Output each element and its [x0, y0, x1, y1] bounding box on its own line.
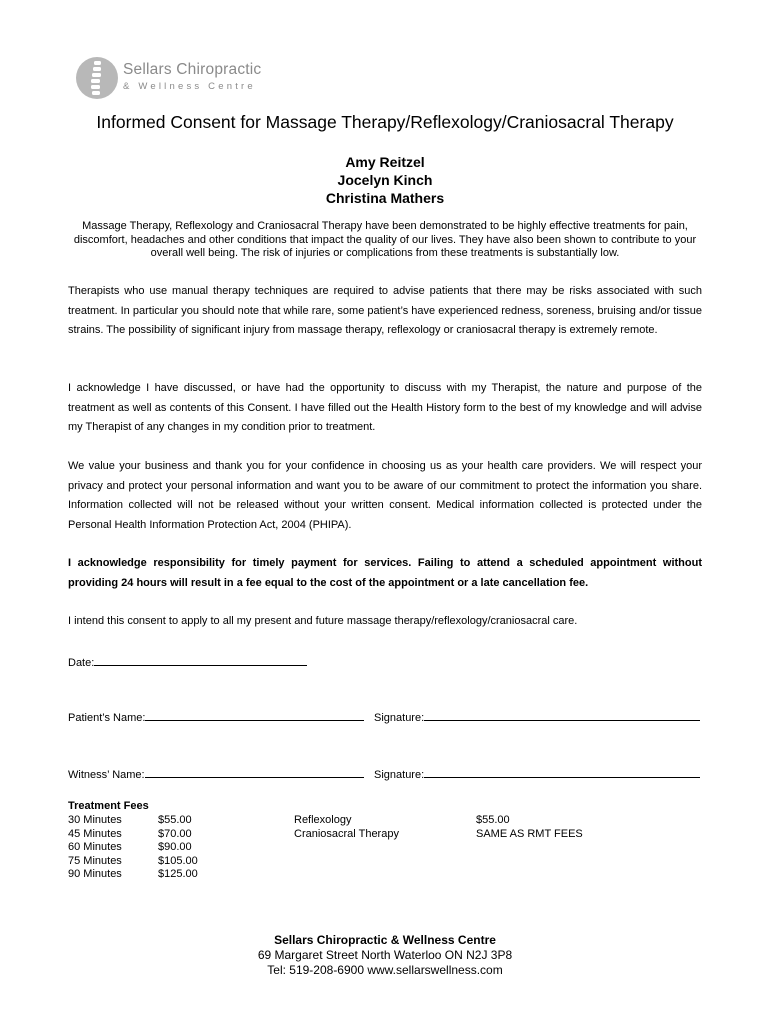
fee-duration: 30 Minutes: [68, 814, 122, 826]
signature-label: Signature:: [374, 769, 425, 781]
fee-price: $55.00: [476, 814, 510, 826]
therapist-name: Amy Reitzel: [345, 154, 425, 170]
date-line[interactable]: [94, 654, 307, 666]
consent-paragraph: I intend this consent to apply to all my present and future massage therapy/reflexology/craniosacral care.: [68, 615, 578, 627]
patient-signature-line[interactable]: [424, 709, 700, 721]
fees-title: Treatment Fees: [68, 800, 149, 812]
witness-signature-field[interactable]: [374, 766, 700, 781]
therapist-names: [0, 153, 770, 207]
date-field[interactable]: [68, 654, 307, 669]
page-title: Informed Consent for Massage Therapy/Reflexology/Craniosacral Therapy: [96, 112, 674, 132]
signature-label: Signature:: [374, 712, 425, 724]
witness-signature-line[interactable]: [424, 766, 700, 778]
fee-duration: 90 Minutes: [68, 868, 122, 880]
fee-price: $55.00: [158, 814, 192, 826]
clinic-logo: [76, 57, 276, 101]
footer-contact: Tel: 519-208-6900 www.sellarswellness.com: [267, 963, 503, 977]
logo-name: Sellars Chiropractic: [123, 61, 262, 78]
fee-price: $90.00: [158, 841, 192, 853]
fee-price: $125.00: [158, 868, 198, 880]
acknowledge-paragraph: I acknowledge I have discussed, or have had the opportunity to discuss with my Therapist, the nature and purpose of the treatment as well as contents of this Consent. I have filled out the Health History form to the best of my knowledge and will advise my Therapist of any changes in my condition prior to treatment.: [68, 382, 702, 433]
witness-name-field[interactable]: [68, 766, 364, 781]
fee-price: $105.00: [158, 854, 198, 867]
witness-name-line[interactable]: [145, 766, 364, 778]
fee-duration: 75 Minutes: [68, 854, 122, 867]
footer-address: 69 Margaret Street North Waterloo ON N2J 3P8: [257, 948, 513, 962]
patient-name-field[interactable]: [68, 709, 364, 724]
fee-price: SAME AS RMT FEES: [476, 827, 583, 840]
patient-name-label: Patient’s Name:: [68, 712, 146, 724]
fee-service: Reflexology: [294, 814, 352, 826]
fee-price: $70.00: [158, 827, 192, 840]
patient-name-line[interactable]: [145, 709, 364, 721]
footer: [0, 933, 770, 978]
fee-duration: 60 Minutes: [68, 841, 122, 853]
therapist-name: Jocelyn Kinch: [337, 172, 433, 188]
footer-clinic-name: Sellars Chiropractic & Wellness Centre: [274, 933, 496, 947]
fee-duration: 45 Minutes: [68, 827, 122, 840]
intro-paragraph: Massage Therapy, Reflexology and Craniosacral Therapy have been demonstrated to be highly effective treatments for pain, discomfort, headaches and other conditions that impact the quality of our lives. They have also been shown to contribute to your overall well being. The risk of injuries or complications from these treatments is substantially low.: [73, 220, 697, 259]
date-label: Date:: [68, 657, 95, 669]
payment-paragraph: I acknowledge responsibility for timely payment for services. Failing to attend a scheduled appointment without providing 24 hours will result in a fee equal to the cost of the appointment or a late cancellation fee.: [68, 557, 702, 589]
fee-service: Craniosacral Therapy: [294, 827, 399, 840]
patient-signature-field[interactable]: [374, 709, 700, 724]
risk-paragraph: Therapists who use manual therapy techniques are required to advise patients that there may be risks associated with such treatment. In particular you should note that while rare, some patient’s have experienced redness, soreness, bruising and/or tissue strains. The possibility of significant injury from massage therapy, reflexology or craniosacral therapy is extremely remote.: [68, 285, 702, 336]
therapist-name: Christina Mathers: [325, 190, 445, 206]
spine-logo-icon: [76, 57, 118, 99]
logo-subtitle: & Wellness Centre: [123, 81, 256, 92]
privacy-paragraph: We value your business and thank you for your confidence in choosing us as your health care providers. We will respect your privacy and protect your personal information and want you to be aware of our commitment to protect the information you share. Information collected will not be released without your written consent. Medical information collected is protected under the Personal Health Information Protection Act, 2004 (PHIPA).: [68, 460, 702, 531]
witness-name-label: Witness’ Name:: [68, 769, 145, 781]
